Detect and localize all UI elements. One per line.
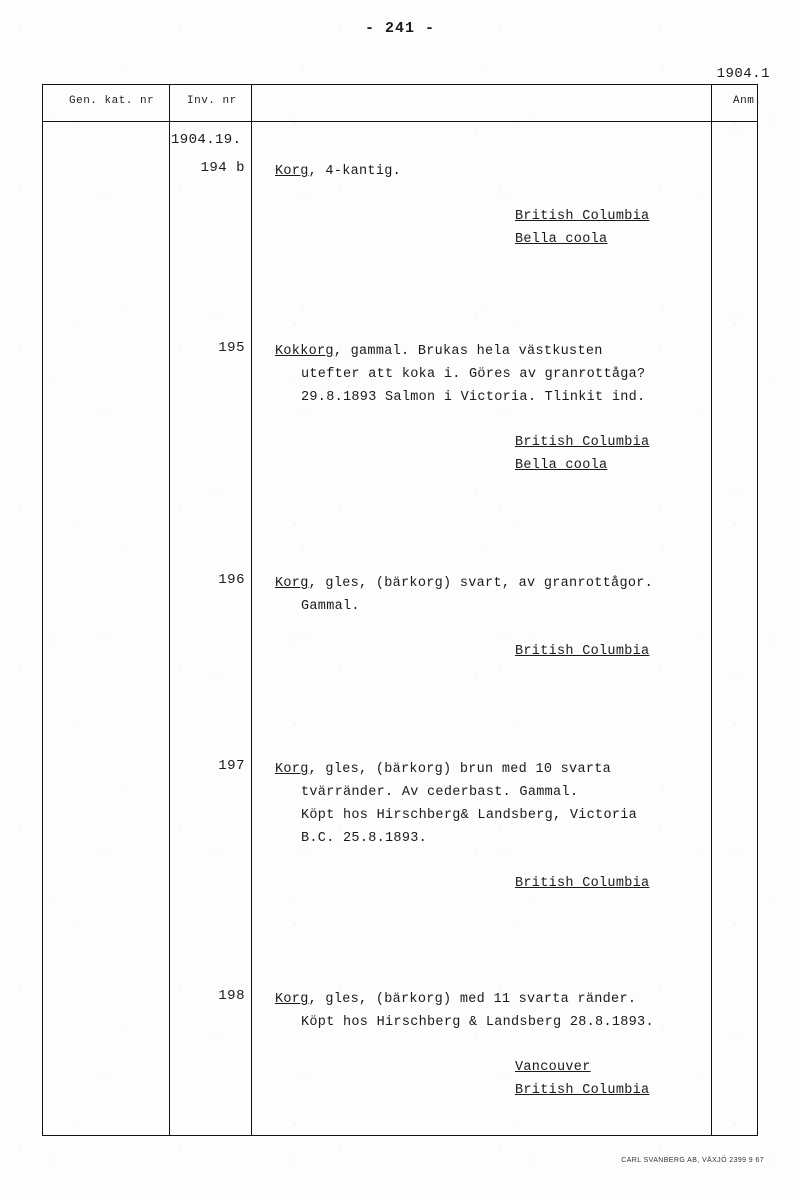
entry-description-line: utefter att koka i. Göres av granrottåga?: [301, 367, 646, 382]
entries-container: [43, 122, 757, 1135]
entry-description: [275, 160, 705, 251]
entry-provenance-line: British Columbia: [515, 1083, 650, 1098]
entry-provenance: [275, 205, 705, 251]
entry-provenance: [275, 640, 705, 663]
entry-description-line: tvärränder. Av cederbast. Gammal.: [301, 785, 579, 800]
catalog-table: [42, 84, 762, 1136]
entry-provenance: [275, 1056, 705, 1102]
column-header-inv-nr: Inv. nr: [187, 95, 237, 107]
entry-description: [275, 340, 705, 477]
printer-credit: CARL SVANBERG AB, VÄXJÖ 2399 9 67: [621, 1157, 764, 1164]
entry-provenance: [275, 431, 705, 477]
entry-inv-nr: 194 b: [200, 160, 245, 176]
entry-description-line: Gammal.: [301, 599, 360, 614]
entry-description-line: Köpt hos Hirschberg & Landsberg 28.8.1893.: [301, 1015, 654, 1030]
entry-description-line: Korg, 4-kantig.: [275, 164, 402, 179]
entry-inv-nr: 195: [218, 340, 245, 356]
entry-provenance-line: Bella coola: [515, 232, 608, 247]
entry-provenance-line: British Columbia: [515, 435, 650, 450]
entry-description-line: Korg, gles, (bärkorg) med 11 svarta ränder.: [275, 992, 637, 1007]
entry-provenance-line: Vancouver: [515, 1060, 591, 1075]
entry-description: [275, 758, 705, 895]
entry-inv-nr: 196: [218, 572, 245, 588]
entry-description: [275, 988, 705, 1102]
accession-corner-code: 1904.1: [716, 66, 770, 82]
entry-inv-nr: 198: [218, 988, 245, 1004]
entry-provenance-line: British Columbia: [515, 876, 650, 891]
accession-number-label: 1904.19.: [171, 132, 242, 148]
entry-description-line: Korg, gles, (bärkorg) brun med 10 svarta: [275, 762, 612, 777]
page-number: - 241 -: [364, 20, 435, 37]
entry-description: [275, 572, 705, 663]
entry-provenance-line: Bella coola: [515, 458, 608, 473]
entry-description-line: B.C. 25.8.1893.: [301, 831, 428, 846]
entry-description-line: Kokkorg, gammal. Brukas hela västkusten: [275, 344, 603, 359]
entry-provenance: [275, 872, 705, 895]
entry-inv-nr: 197: [218, 758, 245, 774]
column-header-gen-kat-nr: Gen. kat. nr: [69, 95, 155, 107]
entry-provenance-line: British Columbia: [515, 209, 650, 224]
entry-description-line: 29.8.1893 Salmon i Victoria. Tlinkit ind.: [301, 390, 646, 405]
entry-provenance-line: British Columbia: [515, 644, 650, 659]
entry-description-line: Korg, gles, (bärkorg) svart, av granrottågor.: [275, 576, 654, 591]
column-header-anm: Anm.: [733, 95, 762, 107]
entry-description-line: Köpt hos Hirschberg& Landsberg, Victoria: [301, 808, 638, 823]
